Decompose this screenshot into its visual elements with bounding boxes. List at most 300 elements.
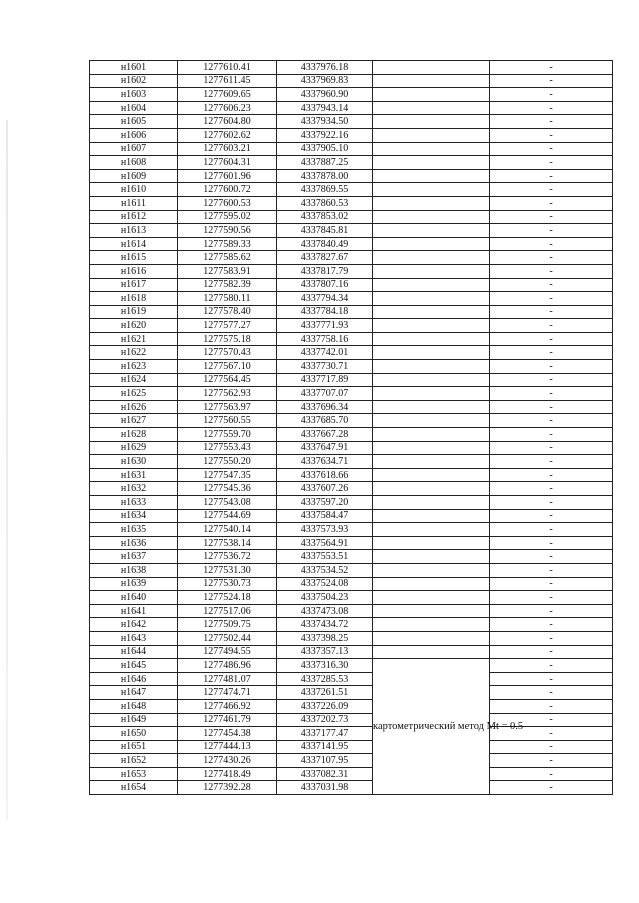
method-cell-empty [373,128,490,142]
dash-cell: - [490,713,613,727]
table-row [90,88,613,102]
y-coordinate-cell: 4337696.34 [277,400,373,414]
method-cell-empty [373,156,490,170]
x-coordinate-cell: 1277600.72 [178,183,277,197]
y-coordinate-cell: 4337840.49 [277,237,373,251]
y-coordinate-cell: 4337794.34 [277,292,373,306]
dash-cell: - [490,400,613,414]
dash-cell: - [490,550,613,564]
y-coordinate-cell: 4337887.25 [277,156,373,170]
dash-cell: - [490,455,613,469]
y-coordinate-cell: 4337922.16 [277,128,373,142]
point-name-cell: н1627 [90,414,178,428]
table-row [90,754,613,768]
point-name-cell: н1623 [90,360,178,374]
dash-cell: - [490,699,613,713]
point-name-cell: н1648 [90,699,178,713]
y-coordinate-cell: 4337564.91 [277,536,373,550]
y-coordinate-cell: 4337969.83 [277,74,373,88]
point-name-cell: н1617 [90,278,178,292]
method-cell-empty [373,305,490,319]
x-coordinate-cell: 1277524.18 [178,591,277,605]
table-row [90,496,613,510]
method-cell-empty [373,183,490,197]
table-row [90,645,613,659]
dash-cell: - [490,482,613,496]
dash-cell: - [490,360,613,374]
x-coordinate-cell: 1277486.96 [178,659,277,673]
table-row [90,550,613,564]
table-row [90,468,613,482]
table-row [90,536,613,550]
method-cell-empty [373,319,490,333]
dash-cell: - [490,237,613,251]
dash-cell: - [490,319,613,333]
point-name-cell: н1647 [90,686,178,700]
method-cell-empty [373,645,490,659]
method-cell-empty [373,577,490,591]
point-name-cell: н1632 [90,482,178,496]
dash-cell: - [490,468,613,482]
table-row [90,210,613,224]
point-name-cell: н1638 [90,563,178,577]
method-cell-empty [373,468,490,482]
dash-cell: - [490,128,613,142]
y-coordinate-cell: 4337202.73 [277,713,373,727]
method-cell-empty [373,604,490,618]
x-coordinate-cell: 1277494.55 [178,645,277,659]
x-coordinate-cell: 1277589.33 [178,237,277,251]
dash-cell: - [490,577,613,591]
method-cell-empty [373,631,490,645]
table-row [90,156,613,170]
x-coordinate-cell: 1277543.08 [178,496,277,510]
table-row [90,360,613,374]
table-row [90,455,613,469]
table-row [90,672,613,686]
method-cell-empty [373,142,490,156]
y-coordinate-cell: 4337534.52 [277,563,373,577]
table-row [90,61,613,75]
point-name-cell: н1613 [90,224,178,238]
y-coordinate-cell: 4337524.08 [277,577,373,591]
x-coordinate-cell: 1277559.70 [178,428,277,442]
method-cell-empty [373,536,490,550]
point-name-cell: н1653 [90,767,178,781]
method-cell-empty [373,264,490,278]
point-name-cell: н1625 [90,387,178,401]
x-coordinate-cell: 1277609.65 [178,88,277,102]
y-coordinate-cell: 4337817.79 [277,264,373,278]
table-row [90,196,613,210]
table-row [90,414,613,428]
point-name-cell: н1644 [90,645,178,659]
table-row [90,319,613,333]
method-cell-empty [373,88,490,102]
table-row [90,128,613,142]
x-coordinate-cell: 1277590.56 [178,224,277,238]
method-cell-empty [373,414,490,428]
dash-cell: - [490,523,613,537]
point-name-cell: н1642 [90,618,178,632]
x-coordinate-cell: 1277564.45 [178,373,277,387]
method-cell-empty [373,115,490,129]
y-coordinate-cell: 4337853.02 [277,210,373,224]
x-coordinate-cell: 1277466.92 [178,699,277,713]
point-name-cell: н1643 [90,631,178,645]
method-cell-empty [373,346,490,360]
x-coordinate-cell: 1277538.14 [178,536,277,550]
x-coordinate-cell: 1277600.53 [178,196,277,210]
x-coordinate-cell: 1277582.39 [178,278,277,292]
dash-cell: - [490,74,613,88]
y-coordinate-cell: 4337316.30 [277,659,373,673]
dash-cell: - [490,618,613,632]
dash-cell: - [490,645,613,659]
table-row [90,686,613,700]
y-coordinate-cell: 4337742.01 [277,346,373,360]
table-row [90,373,613,387]
method-cell-empty [373,61,490,75]
y-coordinate-cell: 4337730.71 [277,360,373,374]
dash-cell: - [490,686,613,700]
x-coordinate-cell: 1277602.62 [178,128,277,142]
dash-cell: - [490,183,613,197]
method-cell-empty [373,251,490,265]
table-row [90,577,613,591]
x-coordinate-cell: 1277563.97 [178,400,277,414]
dash-cell: - [490,332,613,346]
table-row [90,740,613,754]
y-coordinate-cell: 4337226.09 [277,699,373,713]
table-row [90,115,613,129]
x-coordinate-cell: 1277578.40 [178,305,277,319]
method-cell: картометрический метод Mt = 0.5 [373,659,490,795]
point-name-cell: н1640 [90,591,178,605]
y-coordinate-cell: 4337869.55 [277,183,373,197]
y-coordinate-cell: 4337357.13 [277,645,373,659]
x-coordinate-cell: 1277481.07 [178,672,277,686]
point-name-cell: н1616 [90,264,178,278]
point-name-cell: н1631 [90,468,178,482]
dash-cell: - [490,142,613,156]
method-cell-empty [373,563,490,577]
dash-cell: - [490,210,613,224]
x-coordinate-cell: 1277575.18 [178,332,277,346]
table-row [90,727,613,741]
y-coordinate-cell: 4337960.90 [277,88,373,102]
method-cell-empty [373,428,490,442]
dash-cell: - [490,88,613,102]
dash-cell: - [490,156,613,170]
y-coordinate-cell: 4337905.10 [277,142,373,156]
dash-cell: - [490,61,613,75]
y-coordinate-cell: 4337827.67 [277,251,373,265]
x-coordinate-cell: 1277583.91 [178,264,277,278]
dash-cell: - [490,441,613,455]
point-name-cell: н1649 [90,713,178,727]
point-name-cell: н1611 [90,196,178,210]
method-cell-empty [373,550,490,564]
table-row [90,400,613,414]
x-coordinate-cell: 1277509.75 [178,618,277,632]
y-coordinate-cell: 4337845.81 [277,224,373,238]
point-name-cell: н1614 [90,237,178,251]
point-name-cell: н1636 [90,536,178,550]
y-coordinate-cell: 4337860.53 [277,196,373,210]
dash-cell: - [490,428,613,442]
method-cell-empty [373,482,490,496]
dash-cell: - [490,278,613,292]
x-coordinate-cell: 1277604.80 [178,115,277,129]
point-name-cell: н1619 [90,305,178,319]
point-name-cell: н1612 [90,210,178,224]
method-cell-empty [373,278,490,292]
x-coordinate-cell: 1277545.36 [178,482,277,496]
dash-cell: - [490,659,613,673]
point-name-cell: н1615 [90,251,178,265]
x-coordinate-cell: 1277444.13 [178,740,277,754]
table-row [90,631,613,645]
table-row [90,74,613,88]
x-coordinate-cell: 1277603.21 [178,142,277,156]
dash-cell: - [490,346,613,360]
point-name-cell: н1607 [90,142,178,156]
method-cell-empty [373,591,490,605]
dash-cell: - [490,781,613,795]
y-coordinate-cell: 4337607.26 [277,482,373,496]
y-coordinate-cell: 4337398.25 [277,631,373,645]
table-row [90,428,613,442]
point-name-cell: н1601 [90,61,178,75]
dash-cell: - [490,101,613,115]
table-row [90,264,613,278]
y-coordinate-cell: 4337434.72 [277,618,373,632]
y-coordinate-cell: 4337667.28 [277,428,373,442]
point-name-cell: н1620 [90,319,178,333]
x-coordinate-cell: 1277550.20 [178,455,277,469]
y-coordinate-cell: 4337584.47 [277,509,373,523]
x-coordinate-cell: 1277474.71 [178,686,277,700]
method-cell-empty [373,74,490,88]
x-coordinate-cell: 1277560.55 [178,414,277,428]
scan-edge-shadow [6,120,8,820]
point-name-cell: н1654 [90,781,178,795]
dash-cell: - [490,387,613,401]
point-name-cell: н1645 [90,659,178,673]
dash-cell: - [490,414,613,428]
table-row [90,699,613,713]
dash-cell: - [490,536,613,550]
table-row [90,482,613,496]
point-name-cell: н1608 [90,156,178,170]
point-name-cell: н1629 [90,441,178,455]
y-coordinate-cell: 4337285.53 [277,672,373,686]
y-coordinate-cell: 4337976.18 [277,61,373,75]
y-coordinate-cell: 4337553.51 [277,550,373,564]
point-name-cell: н1622 [90,346,178,360]
dash-cell: - [490,754,613,768]
dash-cell: - [490,591,613,605]
dash-cell: - [490,115,613,129]
method-cell-empty [373,441,490,455]
method-cell-empty [373,400,490,414]
dash-cell: - [490,509,613,523]
y-coordinate-cell: 4337758.16 [277,332,373,346]
table-row [90,142,613,156]
method-cell-empty [373,210,490,224]
x-coordinate-cell: 1277430.26 [178,754,277,768]
dash-cell: - [490,224,613,238]
y-coordinate-cell: 4337504.23 [277,591,373,605]
point-name-cell: н1603 [90,88,178,102]
table-row [90,305,613,319]
point-name-cell: н1633 [90,496,178,510]
y-coordinate-cell: 4337943.14 [277,101,373,115]
x-coordinate-cell: 1277502.44 [178,631,277,645]
x-coordinate-cell: 1277553.43 [178,441,277,455]
point-name-cell: н1602 [90,74,178,88]
x-coordinate-cell: 1277601.96 [178,169,277,183]
method-cell-empty [373,373,490,387]
table-row [90,767,613,781]
point-name-cell: н1646 [90,672,178,686]
point-name-cell: н1604 [90,101,178,115]
point-name-cell: н1621 [90,332,178,346]
y-coordinate-cell: 4337771.93 [277,319,373,333]
point-name-cell: н1634 [90,509,178,523]
x-coordinate-cell: 1277585.62 [178,251,277,265]
point-name-cell: н1605 [90,115,178,129]
point-name-cell: н1606 [90,128,178,142]
point-name-cell: н1652 [90,754,178,768]
x-coordinate-cell: 1277540.14 [178,523,277,537]
point-name-cell: н1628 [90,428,178,442]
table-row [90,713,613,727]
method-cell-empty [373,196,490,210]
table-row [90,387,613,401]
y-coordinate-cell: 4337717.89 [277,373,373,387]
dash-cell: - [490,292,613,306]
table-row [90,251,613,265]
dash-cell: - [490,251,613,265]
x-coordinate-cell: 1277577.27 [178,319,277,333]
y-coordinate-cell: 4337473.08 [277,604,373,618]
point-name-cell: н1641 [90,604,178,618]
y-coordinate-cell: 4337784.18 [277,305,373,319]
point-name-cell: н1610 [90,183,178,197]
y-coordinate-cell: 4337707.07 [277,387,373,401]
x-coordinate-cell: 1277567.10 [178,360,277,374]
y-coordinate-cell: 4337597.20 [277,496,373,510]
y-coordinate-cell: 4337807.16 [277,278,373,292]
table-row [90,441,613,455]
x-coordinate-cell: 1277580.11 [178,292,277,306]
dash-cell: - [490,563,613,577]
point-name-cell: н1651 [90,740,178,754]
method-cell-empty [373,455,490,469]
table-row [90,523,613,537]
table-row [90,346,613,360]
table-row [90,183,613,197]
y-coordinate-cell: 4337031.98 [277,781,373,795]
x-coordinate-cell: 1277610.41 [178,61,277,75]
point-name-cell: н1639 [90,577,178,591]
coordinates-table [89,60,613,795]
dash-cell: - [490,767,613,781]
x-coordinate-cell: 1277611.45 [178,74,277,88]
dash-cell: - [490,727,613,741]
y-coordinate-cell: 4337878.00 [277,169,373,183]
method-cell-empty [373,360,490,374]
table-row [90,332,613,346]
x-coordinate-cell: 1277517.06 [178,604,277,618]
method-cell-empty [373,169,490,183]
point-name-cell: н1609 [90,169,178,183]
table-row [90,169,613,183]
y-coordinate-cell: 4337934.50 [277,115,373,129]
table-row [90,604,613,618]
y-coordinate-cell: 4337107.95 [277,754,373,768]
method-cell-empty [373,237,490,251]
x-coordinate-cell: 1277604.31 [178,156,277,170]
dash-cell: - [490,604,613,618]
table-row [90,278,613,292]
y-coordinate-cell: 4337647.91 [277,441,373,455]
y-coordinate-cell: 4337141.95 [277,740,373,754]
table-row [90,101,613,115]
table-row [90,563,613,577]
y-coordinate-cell: 4337082.31 [277,767,373,781]
y-coordinate-cell: 4337685.70 [277,414,373,428]
dash-cell: - [490,373,613,387]
table-row [90,781,613,795]
x-coordinate-cell: 1277595.02 [178,210,277,224]
method-cell-empty [373,101,490,115]
table-row [90,237,613,251]
method-cell-empty [373,387,490,401]
method-cell-empty [373,292,490,306]
point-name-cell: н1637 [90,550,178,564]
y-coordinate-cell: 4337634.71 [277,455,373,469]
method-cell-empty [373,618,490,632]
x-coordinate-cell: 1277418.49 [178,767,277,781]
point-name-cell: н1618 [90,292,178,306]
dash-cell: - [490,740,613,754]
dash-cell: - [490,672,613,686]
x-coordinate-cell: 1277547.35 [178,468,277,482]
y-coordinate-cell: 4337573.93 [277,523,373,537]
table-row [90,618,613,632]
point-name-cell: н1624 [90,373,178,387]
x-coordinate-cell: 1277530.73 [178,577,277,591]
method-cell-empty [373,523,490,537]
method-cell-empty [373,496,490,510]
x-coordinate-cell: 1277606.23 [178,101,277,115]
table-row [90,591,613,605]
dash-cell: - [490,264,613,278]
point-name-cell: н1650 [90,727,178,741]
dash-cell: - [490,169,613,183]
y-coordinate-cell: 4337177.47 [277,727,373,741]
dash-cell: - [490,631,613,645]
coordinates-table-body [90,61,613,795]
x-coordinate-cell: 1277570.43 [178,346,277,360]
method-cell-empty [373,224,490,238]
x-coordinate-cell: 1277544.69 [178,509,277,523]
method-cell-empty [373,332,490,346]
x-coordinate-cell: 1277536.72 [178,550,277,564]
